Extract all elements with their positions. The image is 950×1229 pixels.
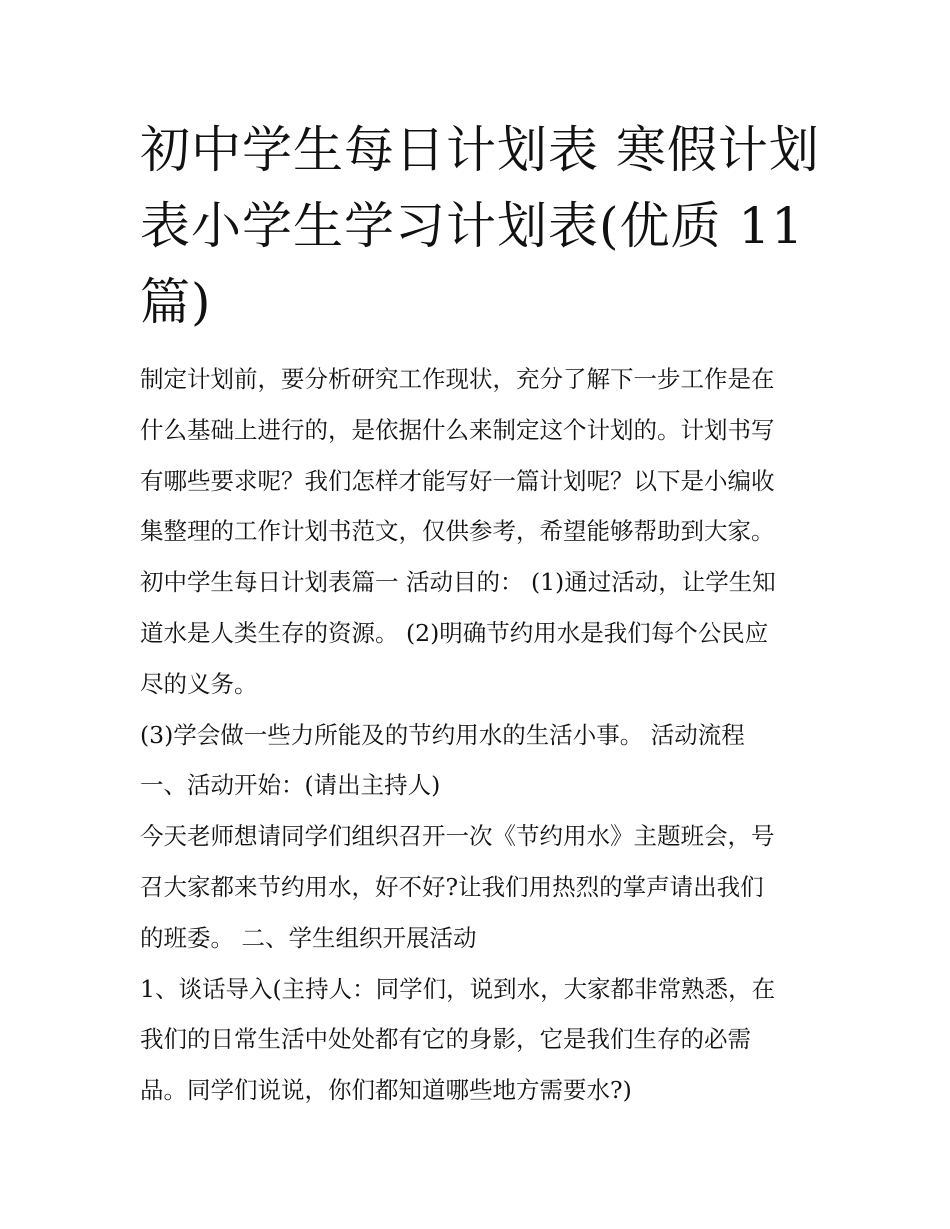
body-line: (3)学会做一些力所能及的节约用水的生活小事。 活动流程 — [140, 720, 745, 749]
body-line: 什么基础上进行的，是依据什么来制定这个计划的。计划书写 — [140, 415, 775, 444]
body-line: 初中学生每日计划表篇一 活动目的： (1)通过活动，让学生知 — [140, 568, 776, 597]
title-line: 篇) — [140, 273, 212, 331]
document-title — [140, 112, 830, 340]
body-line: 有哪些要求呢？我们怎样才能写好一篇计划呢？以下是小编收 — [140, 466, 775, 495]
body-line: 道水是人类生存的资源。 (2)明确节约用水是我们每个公民应 — [140, 618, 769, 647]
body-line: 制定计划前，要分析研究工作现状，充分了解下一步工作是在 — [140, 365, 775, 393]
title-line: 初中学生每日计划表 寒假计划 — [140, 121, 820, 179]
body-line: 召大家都来节约用水，好不好?让我们用热烈的掌声请出我们 — [140, 872, 764, 901]
body-line: 今天老师想请同学们组织召开一次《节约用水》主题班会，号 — [140, 822, 775, 851]
body-line: 尽的义务。 — [140, 669, 258, 698]
body-line: 品。同学们说说，你们都知道哪些地方需要水?) — [140, 1076, 632, 1105]
body-line: 的班委。 二、学生组织开展活动 — [140, 923, 477, 952]
body-line: 集整理的工作计划书范文，仅供参考，希望能够帮助到大家。 — [140, 517, 775, 546]
title-line: 表小学生学习计划表(优质 11 — [140, 197, 805, 255]
document-body — [140, 354, 830, 1116]
body-line: 我们的日常生活中处处都有它的身影，它是我们生存的必需 — [140, 1025, 751, 1054]
body-line: 一、活动开始：(请出主持人) — [140, 771, 441, 800]
body-line: 1、谈话导入(主持人：同学们，说到水，大家都非常熟悉，在 — [140, 974, 776, 1003]
